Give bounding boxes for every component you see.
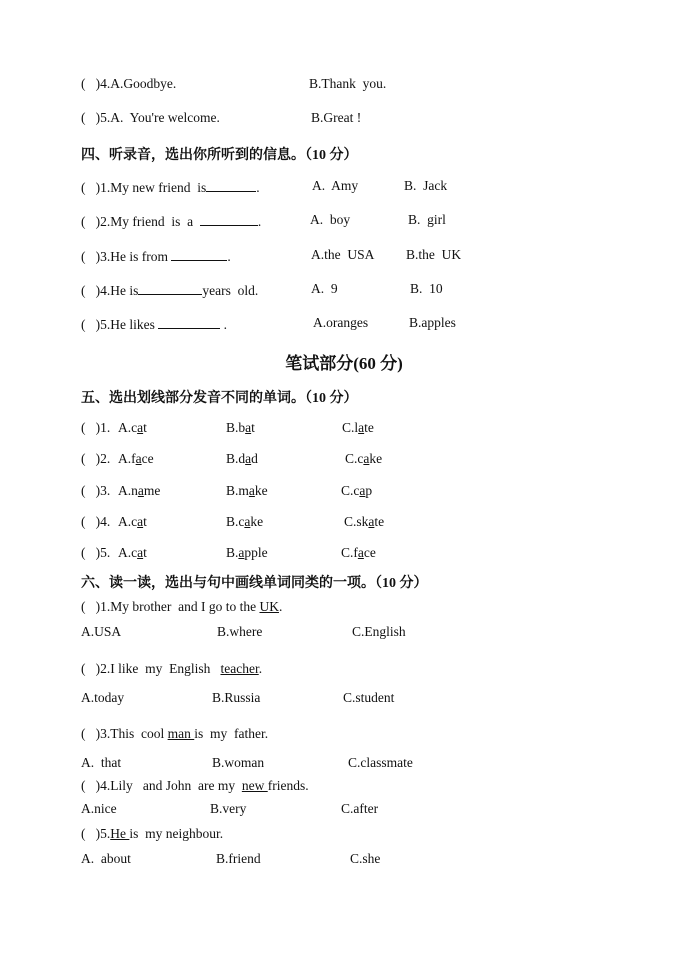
underlined-letter: a	[363, 451, 370, 466]
word-part: me	[143, 483, 161, 498]
word-part: ke	[369, 451, 383, 466]
question-number: ( )1.	[81, 420, 111, 435]
word-part: B.d	[226, 451, 246, 466]
option-a: A. boy	[310, 212, 351, 227]
underlined-letter: a	[244, 514, 251, 529]
option-a	[118, 420, 147, 436]
option-b	[226, 514, 263, 530]
option-b	[226, 420, 255, 436]
question-end: .	[278, 599, 283, 614]
question-text	[81, 247, 231, 265]
question-text	[81, 726, 268, 742]
underlined-letter: a	[358, 420, 365, 435]
word-part: B.m	[226, 483, 249, 498]
question-row	[0, 247, 688, 271]
option-c: C.English	[352, 624, 406, 639]
answer-blank[interactable]	[206, 178, 256, 192]
option-b: B.where	[217, 624, 263, 639]
section-heading: 四、听录音，选出你所听到的信息。（10 分）	[81, 148, 358, 163]
question-end: .	[256, 180, 260, 195]
question-text	[81, 212, 261, 230]
word-part: C.f	[341, 545, 358, 560]
underlined-word: teacher	[220, 661, 259, 676]
option-a	[118, 451, 154, 467]
question-stem: ( )1.My new friend is	[81, 180, 207, 195]
question-text	[81, 599, 282, 615]
question-row	[0, 483, 688, 507]
question-number: ( )4.	[81, 514, 111, 529]
word-part: ke	[250, 514, 264, 529]
question-text: ( )5.A. You're welcome.	[81, 110, 220, 125]
options-row	[0, 851, 688, 875]
question-stem: ( )5.	[81, 826, 111, 841]
question-text	[81, 826, 223, 842]
word-part: A.c	[118, 514, 138, 529]
option-a	[118, 483, 160, 499]
option-a	[118, 514, 147, 530]
question-stem: ( )4.Lily and John are my	[81, 778, 242, 793]
question-row	[0, 281, 688, 305]
question-row	[0, 110, 688, 134]
underlined-letter: a	[137, 420, 144, 435]
option-c	[342, 420, 374, 436]
word-part: t	[143, 545, 147, 560]
question-number: ( )3.	[81, 483, 111, 498]
question-end: .	[258, 661, 263, 676]
answer-blank[interactable]	[200, 212, 258, 226]
word-part: d	[251, 451, 258, 466]
question-row	[0, 545, 688, 569]
options-row	[0, 624, 688, 648]
option-b: B.very	[210, 801, 247, 816]
underlined-letter: a	[135, 451, 142, 466]
question-text	[81, 178, 260, 196]
option-c	[341, 545, 376, 561]
question-end: .	[257, 214, 262, 229]
answer-blank[interactable]	[158, 315, 220, 329]
question-row	[0, 778, 688, 802]
word-part: t	[143, 514, 147, 529]
option-a: A.today	[81, 690, 125, 705]
options-row	[0, 690, 688, 714]
underlined-letter: a	[137, 545, 144, 560]
underlined-word: He	[110, 826, 130, 841]
word-part: B.	[226, 545, 239, 560]
option-a: A.the USA	[311, 247, 375, 262]
question-row	[0, 315, 688, 339]
option-a: A.USA	[81, 624, 122, 639]
option-c	[341, 483, 372, 499]
question-text	[81, 315, 227, 333]
question-stem: ( )2.I like my English	[81, 661, 221, 676]
option-c: C.she	[350, 851, 381, 866]
question-end: .	[220, 317, 227, 332]
word-part: B.c	[226, 514, 245, 529]
question-number: ( )5.	[81, 545, 111, 560]
option-b: B.apples	[409, 315, 456, 330]
question-end: is my neighbour.	[129, 826, 224, 841]
section-heading: 六、读一读，选出与句中画线单词同类的一项。（10 分）	[81, 576, 428, 591]
question-row	[0, 726, 688, 750]
option-b: B. 10	[410, 281, 443, 296]
underlined-word: new	[241, 778, 268, 793]
word-part: t	[143, 420, 147, 435]
question-end: is my father.	[194, 726, 269, 741]
underlined-letter: a	[137, 514, 144, 529]
question-number: ( )2.	[81, 451, 111, 466]
word-part: A.c	[118, 420, 138, 435]
question-stem: ( )3.This cool	[81, 726, 168, 741]
word-part: C.c	[345, 451, 364, 466]
word-part: C.sk	[344, 514, 369, 529]
question-row	[0, 661, 688, 685]
underlined-word: UK	[259, 599, 279, 614]
question-stem: ( )3.He is from	[81, 249, 172, 264]
question-end: years old.	[202, 283, 259, 298]
question-stem: ( )2.My friend is a	[81, 214, 200, 229]
option-b: B.Great !	[311, 110, 362, 125]
answer-blank[interactable]	[138, 281, 202, 295]
underlined-letter: a	[368, 514, 375, 529]
question-text	[81, 661, 262, 677]
word-part: A.n	[118, 483, 138, 498]
option-a: A. that	[81, 755, 122, 770]
option-b: B.Thank you.	[309, 76, 387, 91]
option-c	[344, 514, 384, 530]
word-part: A.c	[118, 545, 138, 560]
word-part: A.f	[118, 451, 136, 466]
word-part: B.b	[226, 420, 246, 435]
underlined-letter: a	[245, 420, 252, 435]
option-b	[226, 451, 258, 467]
word-part: C.l	[342, 420, 359, 435]
option-a: A. 9	[311, 281, 338, 296]
underlined-letter: a	[359, 483, 366, 498]
word-part: ce	[363, 545, 376, 560]
word-part: te	[374, 514, 385, 529]
answer-blank[interactable]	[171, 247, 227, 261]
question-row	[0, 420, 688, 444]
options-row	[0, 801, 688, 825]
question-row	[0, 178, 688, 202]
underlined-letter: a	[137, 483, 144, 498]
option-b: B.friend	[216, 851, 261, 866]
word-part: te	[364, 420, 374, 435]
option-a: A.nice	[81, 801, 117, 816]
question-stem: ( )5.He likes	[81, 317, 159, 332]
underlined-word: man	[167, 726, 195, 741]
word-part: ke	[254, 483, 268, 498]
option-c	[345, 451, 382, 467]
page-title: 笔试部分(60 分)	[285, 354, 403, 373]
question-text	[81, 778, 309, 794]
option-b: B.the UK	[406, 247, 462, 262]
option-b: B. Jack	[404, 178, 448, 193]
option-a: A.oranges	[313, 315, 369, 330]
question-row	[0, 826, 688, 850]
option-c: C.student	[343, 690, 395, 705]
underlined-letter: a	[238, 545, 245, 560]
options-row	[0, 755, 688, 779]
question-row	[0, 599, 688, 623]
section-heading: 五、选出划线部分发音不同的单词。（10 分）	[81, 391, 358, 406]
underlined-letter: a	[357, 545, 364, 560]
question-text	[81, 281, 258, 299]
option-c: C.after	[341, 801, 379, 816]
option-c: C.classmate	[348, 755, 413, 770]
underlined-letter: a	[248, 483, 255, 498]
question-row	[0, 212, 688, 236]
question-stem: ( )1.My brother and I go to the	[81, 599, 260, 614]
word-part: pple	[244, 545, 268, 560]
word-part: ce	[141, 451, 154, 466]
option-a	[118, 545, 147, 561]
option-b	[226, 483, 268, 499]
question-row	[0, 514, 688, 538]
option-b: B. girl	[408, 212, 446, 227]
option-a: A. about	[81, 851, 131, 866]
option-b	[226, 545, 268, 561]
word-part: t	[251, 420, 255, 435]
word-part: p	[365, 483, 373, 498]
question-row	[0, 76, 688, 100]
question-text: ( )4.A.Goodbye.	[81, 76, 177, 91]
option-b: B.Russia	[212, 690, 261, 705]
option-b: B.woman	[212, 755, 265, 770]
question-end: friends.	[267, 778, 309, 793]
question-row	[0, 451, 688, 475]
question-stem: ( )4.He is	[81, 283, 139, 298]
underlined-letter: a	[245, 451, 252, 466]
word-part: C.c	[341, 483, 360, 498]
option-a: A. Amy	[312, 178, 359, 193]
question-end: .	[227, 249, 231, 264]
